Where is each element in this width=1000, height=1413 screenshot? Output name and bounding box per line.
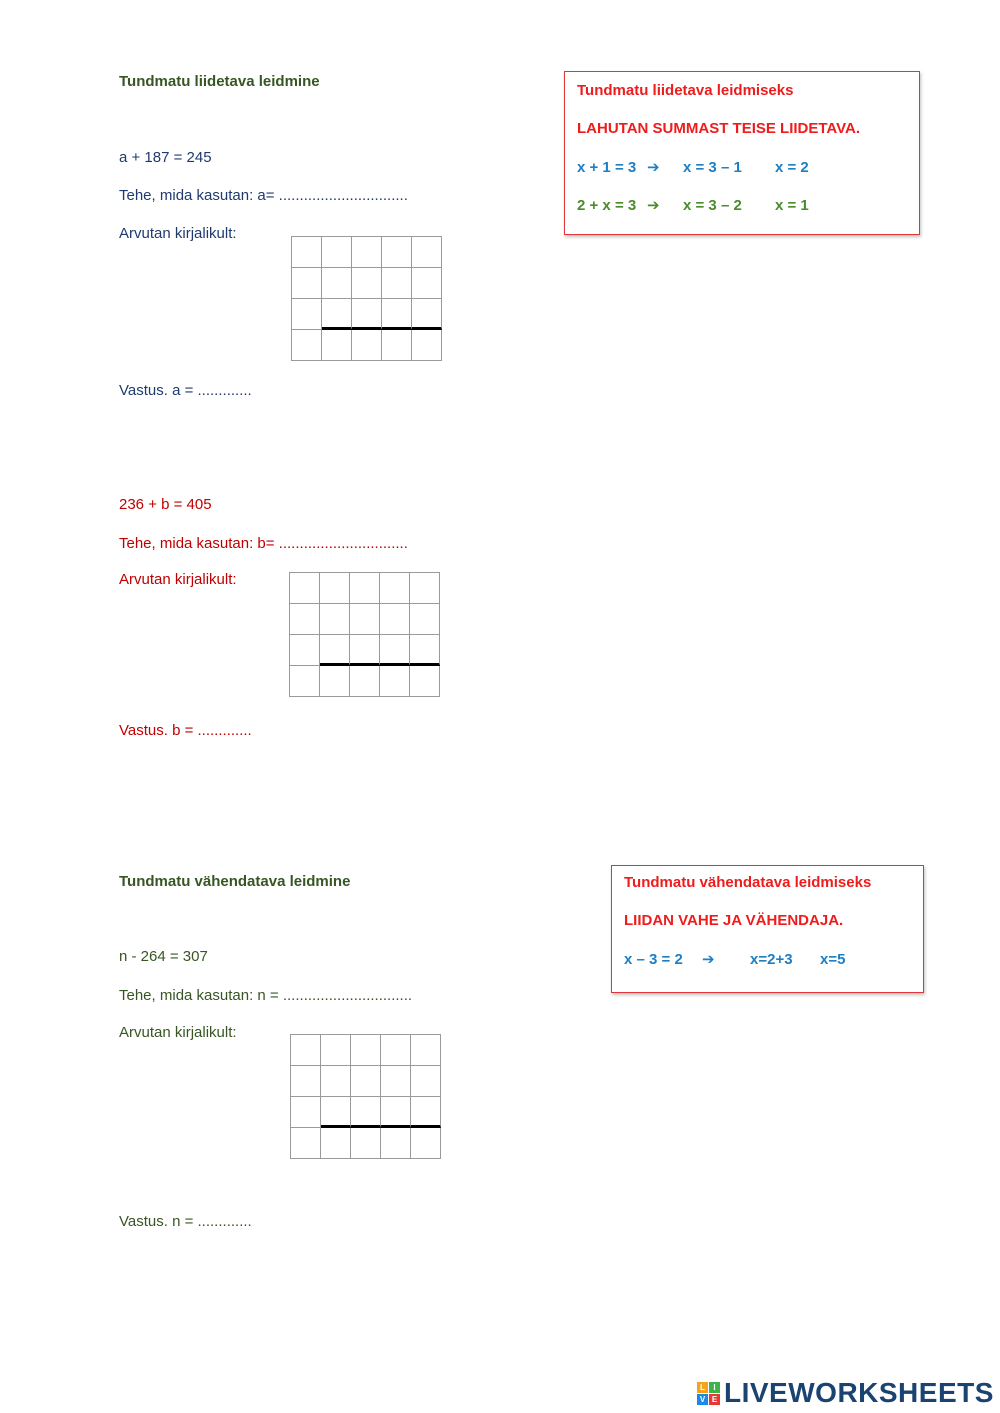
answer-line-n[interactable]: Vastus. n = .............	[119, 1213, 252, 1230]
rule-example-3: x – 3 = 2 ➔ x=2+3 x=5	[624, 951, 846, 968]
rule-box-minuend	[611, 865, 924, 993]
calc-grid-a[interactable]	[291, 236, 442, 361]
rule-example-1: x + 1 = 3 ➔ x = 3 – 1 x = 2	[577, 159, 809, 176]
answer-line-a[interactable]: Vastus. a = .............	[119, 382, 252, 399]
liveworksheets-logo	[697, 1378, 994, 1408]
arrow-right-icon: ➔	[647, 197, 660, 214]
answer-line-b[interactable]: Vastus. b = .............	[119, 722, 252, 739]
equation-a: a + 187 = 245	[119, 149, 212, 166]
arrow-right-icon: ➔	[647, 159, 660, 176]
rule-statement-minuend: LIIDAN VAHE JA VÄHENDAJA.	[624, 912, 844, 929]
rule-title-addend: Tundmatu liidetava leidmiseks	[577, 82, 794, 99]
rule-example-2: 2 + x = 3 ➔ x = 3 – 2 x = 1	[577, 197, 809, 214]
operation-line-n[interactable]: Tehe, mida kasutan: n = ...............................	[119, 987, 413, 1004]
calc-label-b: Arvutan kirjalikult:	[119, 571, 237, 588]
liveworksheets-mark-icon: L I V E	[697, 1382, 720, 1405]
calc-label-a: Arvutan kirjalikult:	[119, 225, 237, 242]
calc-label-n: Arvutan kirjalikult:	[119, 1024, 237, 1041]
section-title-unknown-minuend: Tundmatu vähendatava leidmine	[119, 873, 351, 890]
calc-grid-n[interactable]	[290, 1034, 441, 1159]
rule-title-minuend: Tundmatu vähendatava leidmiseks	[624, 874, 872, 891]
calc-grid-b[interactable]	[289, 572, 440, 697]
operation-line-a[interactable]: Tehe, mida kasutan: a= ...............................	[119, 187, 408, 204]
logo-text: LIVEWORKSHEETS	[724, 1377, 994, 1408]
equation-n: n - 264 = 307	[119, 948, 208, 965]
arrow-right-icon: ➔	[702, 951, 715, 968]
equation-b: 236 + b = 405	[119, 496, 212, 513]
rule-statement-addend: LAHUTAN SUMMAST TEISE LIIDETAVA.	[577, 120, 861, 137]
operation-line-b[interactable]: Tehe, mida kasutan: b= ...............................	[119, 535, 408, 552]
section-title-unknown-addend: Tundmatu liidetava leidmine	[119, 73, 320, 90]
rule-box-addend	[564, 71, 920, 235]
